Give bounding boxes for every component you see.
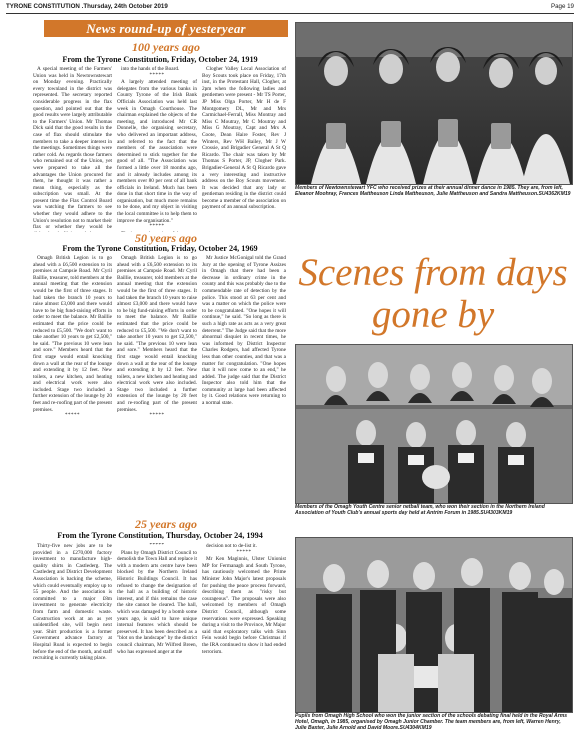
article-text: decision not to de-list it.: [206, 543, 257, 549]
subhead-1994: From the Tyrone Constitution, Thursday, October 24, 1994: [57, 531, 263, 540]
article-1919-col2: [117, 66, 197, 232]
separator-stars: *****: [65, 413, 80, 419]
photo-netball-team: [295, 344, 573, 504]
article-text: Mr Justice McGonigal told the Grand Jury at the opening of Tyrone Assizes in Omagh that there had been a decrease in ordinary crime in the county and this was probably due to the commendable rate of detection by the police. This stood at 63 per cent and was a matter on which the police were to be congratulated. "One hopes it will continue," he said. "So long as there is such a high rate as acts as a very great deterrent." The Judge said that the more abnormal disquiet in recent times, he was informed by District Inspector Charles Rodgers, had affected Tyrone less than other counties, and that was a matter for congratulation. "One hopes that it will now come to an end," he added. The judge said that the District Inspector also told him that the community at large had been affected by it. Good relations were returning to a normal state.: [202, 255, 286, 407]
separator-stars: *****: [149, 72, 165, 78]
photo-debating-image: [296, 538, 572, 712]
separator-stars: *****: [236, 549, 252, 555]
article-1919-col1: [33, 66, 112, 232]
article-1994-col2: [117, 543, 197, 733]
separator-stars: *****: [149, 543, 165, 548]
years-heading-50: 50 years ago: [135, 231, 197, 245]
caption-netball-team: Members of the Omagh Youth Centre senior netball team, who won their section in the Northern Ireland Association of Youth Club's annual sports day held at Antrim Forum in 1985.SU4303KM19: [295, 504, 545, 516]
article-text: Mr Ken Maginnis, Ulster Unionist MP for Fermanagh and South Tyrone, has cautiously welcomed the Prime Minister John Major's latest proposals for pushing the peace process forward, describing them as "risky but courageous". The proposals were also welcomed by members of Omagh District Council, although some reservations were expressed. Speaking during a visit to the Province, Mr Major said that exploratory talks with Sinn Fein would begin before Christmas if the IRA continued to show it had ended terrorism.: [202, 556, 286, 655]
header-publication: TYRONE CONSTITUTION .Thursday, 24th October 2019: [6, 3, 168, 10]
photo-yfc-members: [295, 22, 573, 185]
photo-yfc-image: [296, 23, 572, 184]
photo-netball-image: [296, 345, 572, 503]
article-text: Clogher Valley Local Association of Boy Scouts took place on Friday, 17th inst, in the Protestant Hall, Clogher, at 2pm when the following ladies and gentlemen were present - Mr TS Porter, JP Miss Olga Porter, Mr H de F Montgomery DL, Mr and Mrs Carmichael-Ferrall, Miss Montray and Miss C Moutray, Mr C Moutray and Miss G Moutray, Capt and Mrs A Coote, Dean Haire Foster, Rev J Winters, Rev WH Bailey, Mr J W Crossie, and Brigadier General A St Q Ricardo. The chair was taken by Mr Thomas S Porter, JP, Clogher Park. Brigadier-General A St Q Ricardo gave a very interesting and instructive address on the Boy Scouts movement. It was decided that any lady or gentleman residing in the district could become a member of the association on payment of an annual subscription.: [202, 66, 286, 211]
article-1969-col3: [202, 255, 286, 516]
article-1919-col3: [202, 66, 286, 232]
article-1994-col3: [202, 543, 286, 733]
subhead-1969: From the Tyrone Constitution, Friday, October 24, 1969: [62, 244, 258, 253]
article-1969-col2: [117, 255, 197, 516]
running-header: [6, 3, 574, 13]
article-text: into the hands of the Board.: [121, 66, 180, 72]
article-text: A special meeting of the Farmers' Union was held in Newtownstewart on Monday evening. Practically every townland in the district was represented. The secretary reported considerable progress in the flax question, and pointed out that the good results were largely attributable to the Farmers' Union. Mr Thomas Dick said that the good results in the case of flax should stimulate the members to take a deeper interest in the meetings. Sometimes things were rather cold. As regards those farmers who remained out of the Union, yet were prepared to take all the advantages the Union procured for them, he thought it was rather a mean thing, especially as the subscription was small. At the present time the Flax Control Board was watching the farmers to see whether they would adhere to the Union's resolution not to market their flax or whether they would be: [33, 66, 112, 231]
separator-stars: *****: [149, 413, 165, 419]
article-text: A largely attended meeting of delegates from the various banks in County Tyrone of the Irish Bank Officials Association was held last week in Omagh Courthouse. The chairman explained the objects of the meeting, and introduced Mr CR Donnelle, the organising secretary, who delivered an important address, and referred to the fact that the members of the association were determined to stick together for the good of all. "The Association was formed a little over 18 months ago, and it already includes among its members over 80 per cent of all bank officials in Ireland. Much has been done in that short time in the way of organisation, but much more remains to be done, and my object in visiting the local committee is to help them to improve the organisation.": [117, 79, 197, 224]
article-1969-col1: [33, 255, 112, 516]
years-heading-100: 100 years ago: [132, 40, 200, 54]
section-banner: News round-up of yesteryear: [44, 20, 288, 37]
article-text: Thirty-five new jobs are to be provided in a £270,000 factory investment to manufacture high-quality shirts in Castlederg. The Castlederg and District Development Association is backing the scheme, which could eventually employ up to 55 people. And the association is committed to a major £8m investment to generate electricity from farm and domestic waste. Construction work at an as yet unidentified site, will begin next year. Shirt production is a former Government advance factory at Hospital Road is expected to begin before the end of the month, and staff recruiting is currently taking place.: [33, 543, 112, 662]
caption-debating-team: Pupils from Omagh High School who won the junior section of the schools debating final held in the Royal Arms Hotel, Omagh, in 1985, organised by Omagh Junior Chamber. The team members are, from left, Warren Henry, Julie Baxter, Julie Arnold and David Moore.SU4304KM19: [295, 713, 568, 731]
scenes-title: Scenes from days gone by: [298, 251, 568, 336]
article-text: Omagh British Legion is to go ahead with a £6,500 extension to its premises at Campsie Road. Mr Cyril Baillie, treasurer, told members at the annual meeting that the extension would be the first of three stages. It had taken the branch 10 years to raise almost £3,000 and there would have to be big fund-raising efforts in order to meet the balance. Mr Baillie estimated that the price could be reduced to £5,500. "We don't want to take another 10 years to get £2,500," he said. "The previous 10 were lean and sore." Members heard that the first stage would entail knocking down a wall at the rear of the lounge and extending it by 12 feet. New toilets, a new kitchen, and heating and electrical work were also included. Stage two included a further extension of the lounge by 20 feet and re-roofing part of the present premises.: [33, 255, 112, 413]
header-rule: [6, 13, 574, 14]
article-text: Omagh British Legion is to go ahead with a £6,500 extension to its premises at Campsie Road. Mr Cyril Baillie, treasurer, told members at the annual meeting that the extension would be the first of three stages. It had taken the branch 10 years to raise almost £3,000 and there would have to be big fund-raising efforts in order to meet the balance. Mr Baillie estimated that the price could be reduced to £5,500. "We don't want to take another 10 years to get £2,500," he said. "The previous 10 were lean and sore." Members heard that the first stage would entail knocking down a wall at the rear of the lounge and extending it by 12 feet. New toilets, a new kitchen and heating and electrical work were also included. Stage two included a further extension of the lounge by 20 feet and re-roofing part of the present premises.: [117, 255, 197, 413]
subhead-1919: From the Tyrone Constitution, Friday, October 24, 1919: [62, 55, 258, 64]
article-text: Plans by Omagh District Council to demolish the Town Hall and replace it with a modern arts centre have been blocked by the Northern Ireland Historic Buildings Council. It has refused to change the designation of the hall as a building of historic interest, and if this remains the case the site cannot be cleared. The hall, which was damaged by a bomb some years ago, is said to have unique internal features which should be preserved. It has been described as a "blot on the landscape" by the district council chairman, Mr Wilfred Breen, who has expressed anger at the: [117, 549, 197, 655]
separator-stars: *****: [149, 224, 165, 230]
photo-debating-team: [295, 537, 573, 713]
years-heading-25: 25 years ago: [135, 517, 197, 531]
article-1994-col1: [33, 543, 112, 733]
header-page-number: Page 19: [550, 3, 574, 10]
caption-yfc-members: Members of Newtownstewart YFC who received prizes at their annual dinner dance in 1985. They are, from left, Eleanor Moohray, Frances Mattheuson Linda Mattheuson, Julie Mattheuson and Sandra Mattheuson.SU4362KM19: [295, 185, 571, 197]
